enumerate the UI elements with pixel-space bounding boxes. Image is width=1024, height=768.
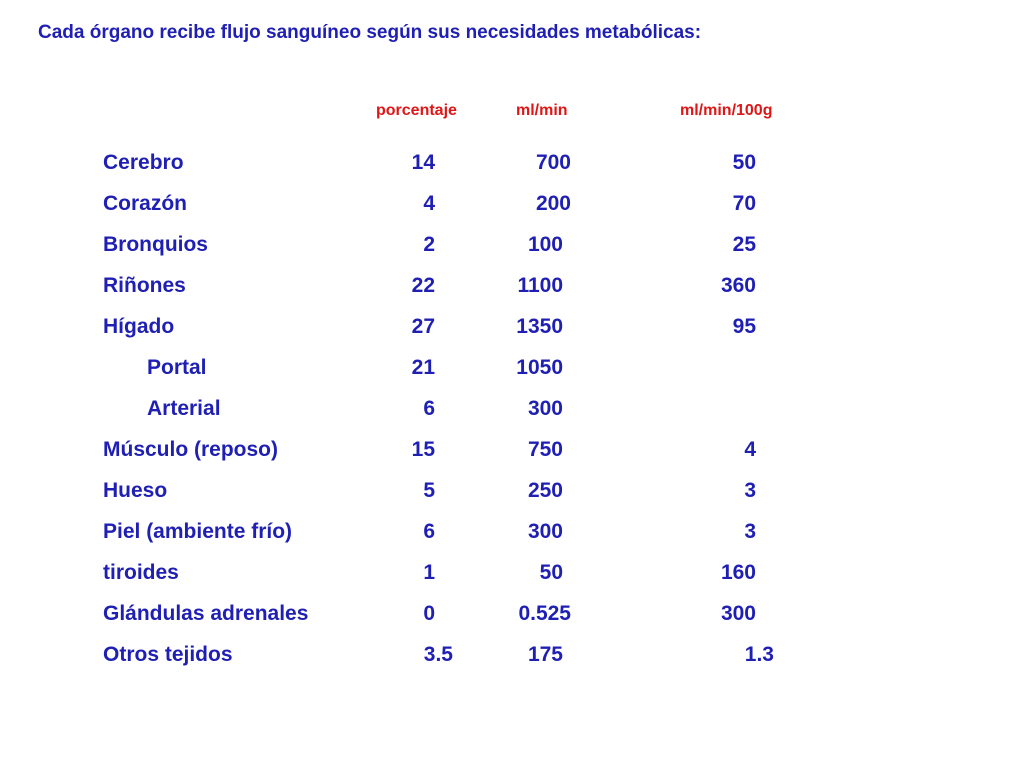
organ-name: Portal bbox=[147, 356, 207, 379]
percent-value: 15 bbox=[411, 438, 435, 461]
ml-min-100g-value: 3 bbox=[744, 479, 756, 502]
organ-name: Cerebro bbox=[103, 151, 184, 174]
organ-name: Hueso bbox=[103, 479, 168, 502]
table-row-musculo bbox=[0, 438, 1024, 468]
header-ml-min: ml/min bbox=[516, 102, 568, 119]
ml-min-value: 750 bbox=[527, 438, 563, 461]
percent-value: 0 bbox=[423, 602, 435, 625]
ml-min-100g-value: 160 bbox=[720, 561, 756, 584]
ml-min-100g-value: 360 bbox=[720, 274, 756, 297]
percent-value: 21 bbox=[411, 356, 435, 379]
ml-min-value: 200 bbox=[535, 192, 571, 215]
slide-title: Cada órgano recibe flujo sanguíneo según sus necesidades metabólicas: bbox=[38, 22, 702, 43]
organ-name: Glándulas adrenales bbox=[103, 602, 309, 625]
organ-name: Otros tejidos bbox=[103, 643, 233, 666]
organ-name: Hígado bbox=[103, 315, 175, 338]
ml-min-value: 300 bbox=[527, 520, 563, 543]
percent-value: 27 bbox=[411, 315, 435, 338]
percent-value: 6 bbox=[423, 397, 435, 420]
organ-name: Bronquios bbox=[103, 233, 208, 256]
table-row-rinones bbox=[0, 274, 1024, 304]
percent-value: 3.5 bbox=[423, 643, 453, 666]
organ-name: Corazón bbox=[103, 192, 187, 215]
ml-min-value: 100 bbox=[527, 233, 563, 256]
percent-value: 1 bbox=[423, 561, 435, 584]
organ-name: Piel (ambiente frío) bbox=[103, 520, 293, 543]
ml-min-100g-value: 3 bbox=[744, 520, 756, 543]
ml-min-100g-value: 1.3 bbox=[744, 643, 774, 666]
ml-min-100g-value: 50 bbox=[732, 151, 756, 174]
organ-name: tiroides bbox=[103, 561, 179, 584]
ml-min-value: 250 bbox=[527, 479, 563, 502]
ml-min-100g-value: 4 bbox=[744, 438, 756, 461]
percent-value: 22 bbox=[411, 274, 435, 297]
ml-min-value: 0.525 bbox=[518, 602, 571, 625]
percent-value: 6 bbox=[423, 520, 435, 543]
header-ml-min-100g: ml/min/100g bbox=[680, 102, 773, 119]
ml-min-100g-value: 95 bbox=[732, 315, 756, 338]
table-row-tiroides bbox=[0, 561, 1024, 591]
ml-min-value: 1100 bbox=[517, 274, 563, 297]
percent-value: 5 bbox=[423, 479, 435, 502]
table-row-hueso bbox=[0, 479, 1024, 509]
table-row-cerebro bbox=[0, 151, 1024, 181]
percent-value: 14 bbox=[411, 151, 435, 174]
table-row-glandulas-adrenales bbox=[0, 602, 1024, 632]
ml-min-100g-value: 25 bbox=[732, 233, 756, 256]
ml-min-value: 50 bbox=[539, 561, 563, 584]
table-row-corazon bbox=[0, 192, 1024, 222]
ml-min-value: 700 bbox=[535, 151, 571, 174]
ml-min-value: 1050 bbox=[516, 356, 563, 379]
organ-name: Riñones bbox=[103, 274, 186, 297]
table-row-portal bbox=[0, 356, 1024, 386]
header-percent: porcentaje bbox=[376, 102, 457, 119]
table-row-bronquios bbox=[0, 233, 1024, 263]
ml-min-value: 175 bbox=[527, 643, 563, 666]
percent-value: 2 bbox=[423, 233, 435, 256]
organ-name: Músculo (reposo) bbox=[103, 438, 279, 461]
table-row-arterial bbox=[0, 397, 1024, 427]
table-row-otros-tejidos bbox=[0, 643, 1024, 673]
ml-min-100g-value: 300 bbox=[720, 602, 756, 625]
table-row-higado bbox=[0, 315, 1024, 345]
table-row-piel bbox=[0, 520, 1024, 550]
ml-min-100g-value: 70 bbox=[732, 192, 756, 215]
percent-value: 4 bbox=[423, 192, 435, 215]
organ-name: Arterial bbox=[147, 397, 221, 420]
ml-min-value: 300 bbox=[527, 397, 563, 420]
ml-min-value: 1350 bbox=[516, 315, 563, 338]
